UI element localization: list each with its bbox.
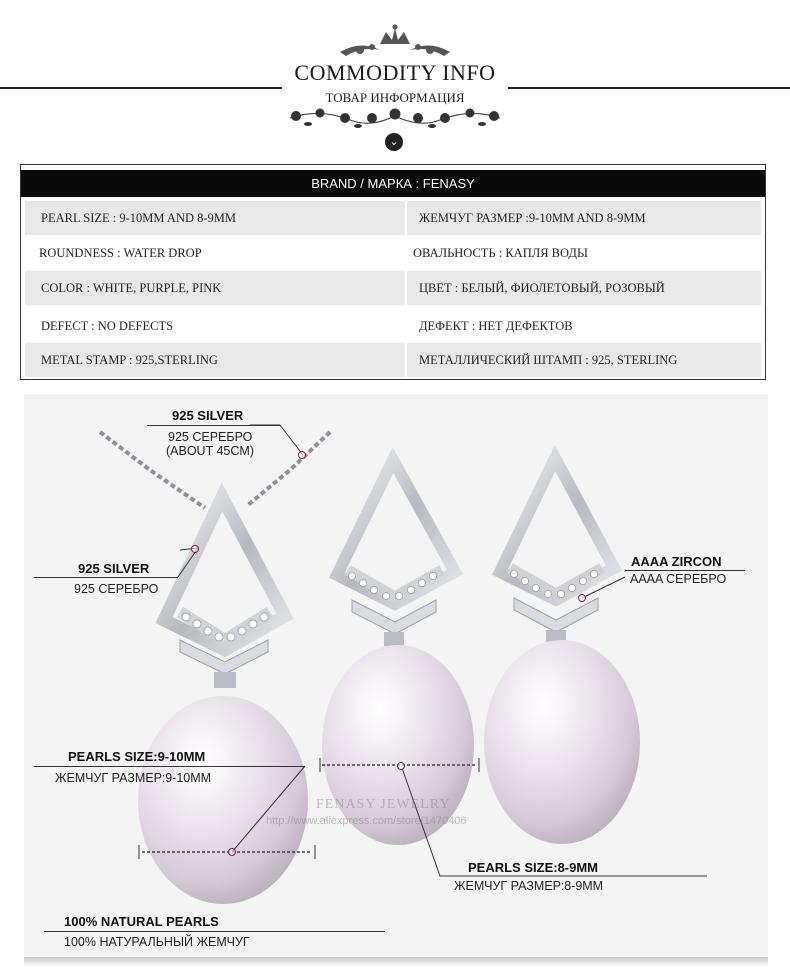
spec-row-en: ROUNDNESS : WATER DROP [39,246,202,260]
chain-callout-line2: (ABOUT 45CM) [166,444,254,458]
zircon-callout-dot [578,594,586,602]
spec-row-ru: ОВАЛЬНОСТЬ : КАПЛЯ ВОДЫ [413,246,588,260]
pearl-large-line1: ЖЕМЧУГ РАЗМЕР:9-10MM [55,771,212,785]
page-title: COMMODITY INFO [294,60,496,85]
spec-row-ru: ЦВЕТ : БЕЛЫЙ, ФИОЛЕТОВЫЙ, РОЗОВЫЙ [419,281,665,295]
small-pearl-callout-dot [397,762,405,770]
spec-row-en: PEARL SIZE : 9-10MM AND 8-9MM [41,211,237,225]
watermark-brand: FENASY JEWELRY [316,797,451,812]
zircon-callout-title: AAAA ZIRCON [631,554,722,569]
natural-pearls-title: 100% NATURAL PEARLS [64,914,219,929]
small-pearl-right [484,640,640,844]
large-pearl [138,696,308,904]
chain-callout-title: 925 SILVER [172,408,244,423]
large-pearl-callout-dot [228,848,236,856]
spec-row-en: COLOR : WHITE, PURPLE, PINK [41,281,222,295]
page-subtitle: ТОВАР ИНФОРМАЦИЯ [325,90,465,105]
spec-row-ru: ДЕФЕКТ : НЕТ ДЕФЕКТОВ [419,319,573,333]
pendant [138,497,308,904]
chevron-down-icon[interactable]: ⌄ [385,133,403,151]
spec-row-en: METAL STAMP : 925,STERLING [41,353,218,367]
pendant-silver-title: 925 SILVER [78,561,150,576]
pearl-small-title: PEARLS SIZE:8-9MM [468,860,599,875]
spec-row-ru: ЖЕМЧУГ РАЗМЕР :9-10MM AND 8-9MM [419,211,646,225]
chain-callout-dot [298,451,306,459]
pendant-silver-line1: 925 СЕРЕБРО [74,582,159,596]
zircon-callout-line1: AAAA СЕРЕБРО [630,572,727,586]
earring-left [322,460,474,845]
spec-row-en: DEFECT : NO DEFECTS [41,319,174,333]
chain-callout-line1: 925 СЕРЕБРО [168,430,253,444]
brand-bar: BRAND / МАРКА : FENASY [21,170,765,197]
pendant-callout-dot [191,545,199,553]
pearl-small-line1: ЖЕМЧУГ РАЗМЕР:8-9MM [454,879,604,893]
earring-right [484,458,640,844]
pearl-large-title: PEARLS SIZE:9-10MM [68,749,206,764]
watermark-url: http://www.aliexpress.com/store/1470406 [266,815,467,827]
natural-pearls-line1: 100% НАТУРАЛЬНЫЙ ЖЕМЧУГ [64,935,250,949]
spec-row-ru: МЕТАЛЛИЧЕСКИЙ ШТАМП : 925, STERLING [419,353,678,367]
